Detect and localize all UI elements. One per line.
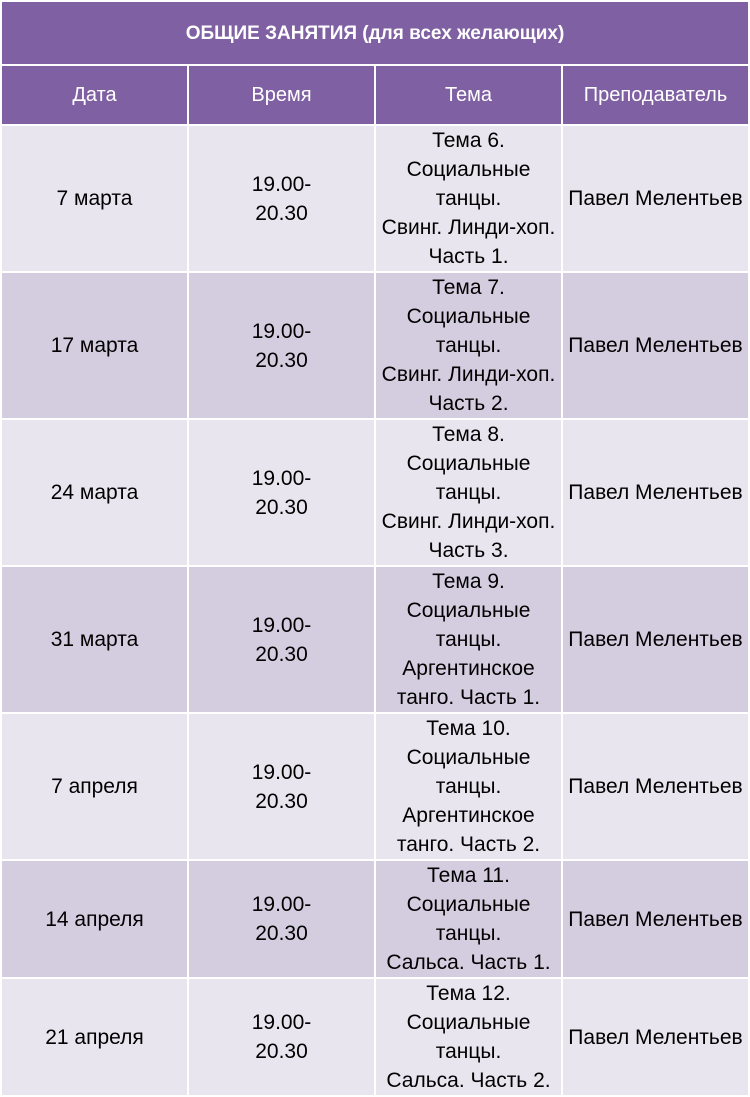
column-header-time: Время <box>188 65 375 125</box>
date-cell: 14 апреля <box>1 860 188 978</box>
topic-cell <box>375 125 562 272</box>
time-cell <box>188 860 375 978</box>
topic-cell <box>375 419 562 566</box>
topic-line-2: Свинг. Линди-хоп. Часть 1. <box>381 216 556 268</box>
topic-line-1: Тема 8. Социальные танцы. <box>406 423 531 504</box>
date-cell: 17 марта <box>1 272 188 419</box>
teacher-cell: Павел Мелентьев <box>562 125 749 272</box>
time-end: 20.30 <box>255 1040 308 1063</box>
time-start: 19.00- <box>251 760 312 784</box>
topic-cell <box>375 566 562 713</box>
time-start: 19.00- <box>251 466 312 490</box>
topic-line-1: Тема 12. Социальные танцы. <box>406 982 531 1063</box>
time-cell <box>188 978 375 1096</box>
table-row <box>1 419 749 566</box>
table-row <box>1 566 749 713</box>
table-title: ОБЩИЕ ЗАНЯТИЯ (для всех желающих) <box>1 1 749 65</box>
table-row <box>1 860 749 978</box>
topic-cell <box>375 713 562 860</box>
teacher-cell: Павел Мелентьев <box>562 419 749 566</box>
topic-cell <box>375 272 562 419</box>
topic-line-2: Аргентинское танго. Часть 2. <box>396 804 541 856</box>
time-cell <box>188 125 375 272</box>
table-row <box>1 713 749 860</box>
time-start: 19.00- <box>251 172 312 196</box>
topic-line-1: Тема 6. Социальные танцы. <box>406 129 531 210</box>
teacher-cell: Павел Мелентьев <box>562 978 749 1096</box>
title-row <box>1 1 749 65</box>
column-header-date: Дата <box>1 65 188 125</box>
time-end: 20.30 <box>255 201 308 225</box>
teacher-cell: Павел Мелентьев <box>562 272 749 419</box>
topic-line-1: Тема 7. Социальные танцы. <box>406 276 531 357</box>
topic-cell <box>375 978 562 1096</box>
table-row <box>1 272 749 419</box>
time-cell <box>188 272 375 419</box>
column-header-teacher: Преподаватель <box>562 65 749 125</box>
date-cell: 31 марта <box>1 566 188 713</box>
teacher-cell: Павел Мелентьев <box>562 860 749 978</box>
teacher-cell: Павел Мелентьев <box>562 713 749 860</box>
column-header-topic: Тема <box>375 65 562 125</box>
time-end: 20.30 <box>255 922 308 945</box>
topic-line-1: Тема 10. Социальные танцы. <box>406 717 531 798</box>
time-start: 19.00- <box>251 893 312 916</box>
topic-line-1: Тема 9. Социальные танцы. <box>406 570 531 651</box>
time-cell <box>188 713 375 860</box>
table-row <box>1 125 749 272</box>
time-end: 20.30 <box>255 348 308 372</box>
date-cell: 21 апреля <box>1 978 188 1096</box>
time-end: 20.30 <box>255 642 308 666</box>
column-header-row <box>1 65 749 125</box>
time-end: 20.30 <box>255 789 308 813</box>
table-row <box>1 978 749 1096</box>
topic-line-2: Сальса. Часть 1. <box>386 951 551 974</box>
topic-line-2: Свинг. Линди-хоп. Часть 3. <box>381 510 556 562</box>
date-cell: 24 марта <box>1 419 188 566</box>
topic-line-2: Свинг. Линди-хоп. Часть 2. <box>381 363 556 415</box>
time-start: 19.00- <box>251 1011 312 1034</box>
date-cell: 7 апреля <box>1 713 188 860</box>
time-start: 19.00- <box>251 613 312 637</box>
date-cell: 7 марта <box>1 125 188 272</box>
time-cell <box>188 419 375 566</box>
topic-line-2: Аргентинское танго. Часть 1. <box>396 657 541 709</box>
topic-line-2: Сальса. Часть 2. <box>386 1069 551 1092</box>
time-end: 20.30 <box>255 495 308 519</box>
topic-cell <box>375 860 562 978</box>
time-cell <box>188 566 375 713</box>
time-start: 19.00- <box>251 319 312 343</box>
topic-line-1: Тема 11. Социальные танцы. <box>406 864 531 945</box>
teacher-cell: Павел Мелентьев <box>562 566 749 713</box>
